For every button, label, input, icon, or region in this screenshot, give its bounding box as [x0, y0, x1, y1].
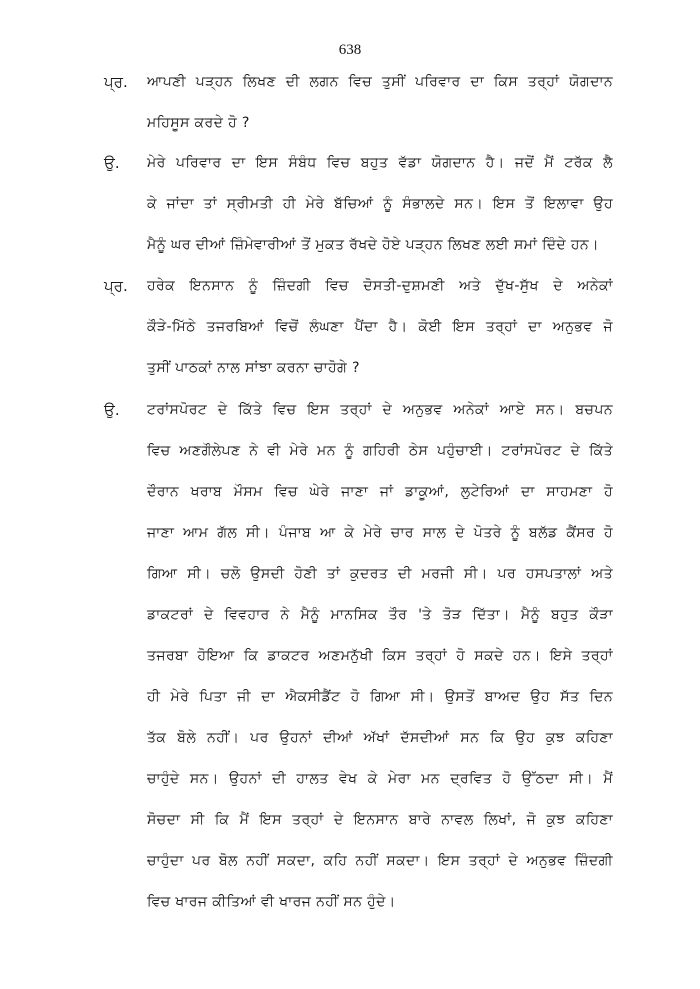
text-line: ਕੌੜੇ-ਮਿੱਠੇ ਤਜਰਬਿਆਂ ਵਿਚੋਂ ਲੰਘਣਾ ਪੈਂਦਾ ਹੈ। ਕੋਈ ਇਸ ਤਰ੍ਹਾਂ ਦਾ ਅਨੁਭਵ ਜੋ [147, 319, 613, 335]
question-marker: ਪ੍ਰ. [104, 277, 128, 295]
question-text [147, 62, 613, 144]
text-line: ਚਾਹੁੰਦਾ ਪਰ ਬੋਲ ਨਹੀਂ ਸਕਦਾ, ਕਹਿ ਨਹੀਂ ਸਕਦਾ। ਇਸ ਤਰ੍ਹਾਂ ਦੇ ਅਨੁਭਵ ਜ਼ਿੰਦਗੀ [147, 853, 613, 869]
text-line: ਤਜਰਬਾ ਹੋਇਆ ਕਿ ਡਾਕਟਰ ਅਣਮਨੁੱਖੀ ਕਿਸ ਤਰ੍ਹਾਂ ਹੋ ਸਕਦੇ ਹਨ। ਇਸੇ ਤਰ੍ਹਾਂ [147, 648, 613, 664]
answer-marker: ਉ. [104, 154, 120, 172]
text-line: ਤੁਸੀਂ ਪਾਠਕਾਂ ਨਾਲ ਸਾਂਝਾ ਕਰਨਾ ਚਾਹੋਗੇ ? [147, 360, 360, 376]
text-line: ਮੇਰੇ ਪਰਿਵਾਰ ਦਾ ਇਸ ਸੰਬੰਧ ਵਿਚ ਬਹੁਤ ਵੱਡਾ ਯੋਗਦਾਨ ਹੈ। ਜਦੋਂ ਮੈਂ ਟਰੱਕ ਲੈ [147, 155, 613, 171]
text-line: ਟਰਾਂਸਪੋਰਟ ਦੇ ਕਿੱਤੇ ਵਿਚ ਇਸ ਤਰ੍ਹਾਂ ਦੇ ਅਨੁਭਵ ਅਨੇਕਾਂ ਆਏ ਸਨ। ਬਚਪਨ [147, 402, 613, 418]
text-line: ਆਪਣੀ ਪੜ੍ਹਨ ਲਿਖਣ ਦੀ ਲਗਨ ਵਿਚ ਤੁਸੀਂ ਪਰਿਵਾਰ ਦਾ ਕਿਸ ਤਰ੍ਹਾਂ ਯੋਗਦਾਨ [147, 74, 613, 90]
text-line: ਚਾਹੁੰਦੇ ਸਨ। ਉਹਨਾਂ ਦੀ ਹਾਲਤ ਵੇਖ ਕੇ ਮੇਰਾ ਮਨ ਦ੍ਰਵਿਤ ਹੋ ਉੱਠਦਾ ਸੀ। ਮੈਂ [147, 771, 613, 787]
page-number: 638 [338, 42, 362, 58]
question-text [147, 266, 613, 389]
text-line: ਹੀ ਮੇਰੇ ਪਿਤਾ ਜੀ ਦਾ ਐਕਸੀਡੈਂਟ ਹੋ ਗਿਆ ਸੀ। ਉਸਤੋਂ ਬਾਅਦ ਉਹ ਸੱਤ ਦਿਨ [147, 689, 613, 705]
text-line: ਹਰੇਕ ਇਨਸਾਨ ਨੂੰ ਜ਼ਿੰਦਗੀ ਵਿਚ ਦੋਸਤੀ-ਦੁਸ਼ਮਣੀ ਅਤੇ ਦੁੱਖ-ਸੁੱਖ ਦੇ ਅਨੇਕਾਂ [147, 278, 613, 294]
text-line: ਦੌਰਾਨ ਖਰਾਬ ਮੌਸਮ ਵਿਚ ਘੇਰੇ ਜਾਣਾ ਜਾਂ ਡਾਕੂਆਂ, ਲੁਟੇਰਿਆਂ ਦਾ ਸਾਹਮਣਾ ਹੋ [147, 484, 613, 500]
answer-text [147, 143, 613, 266]
text-line: ਸੋਚਦਾ ਸੀ ਕਿ ਮੈਂ ਇਸ ਤਰ੍ਹਾਂ ਦੇ ਇਨਸਾਨ ਬਾਰੇ ਨਾਵਲ ਲਿਖਾਂ, ਜੋ ਕੁਝ ਕਹਿਣਾ [147, 812, 613, 828]
text-line: ਵਿਚ ਅਣਗੌਲੇਪਣ ਨੇ ਵੀ ਮੇਰੇ ਮਨ ਨੂੰ ਗਹਿਰੀ ਠੇਸ ਪਹੁੰਚਾਈ। ਟਰਾਂਸਪੋਰਟ ਦੇ ਕਿੱਤੇ [147, 443, 613, 459]
text-line: ਗਿਆ ਸੀ। ਚਲੋ ਉਸਦੀ ਹੋਣੀ ਤਾਂ ਕੁਦਰਤ ਦੀ ਮਰਜੀ ਸੀ। ਪਰ ਹਸਪਤਾਲਾਂ ਅਤੇ [147, 566, 613, 582]
answer-text [147, 390, 613, 923]
answer-marker: ਉ. [104, 401, 120, 419]
text-line: ਡਾਕਟਰਾਂ ਦੇ ਵਿਵਹਾਰ ਨੇ ਮੈਨੂੰ ਮਾਨਸਿਕ ਤੌਰ 'ਤੇ ਤੋੜ ਦਿੱਤਾ। ਮੈਨੂੰ ਬਹੁਤ ਕੌੜਾ [147, 607, 613, 623]
text-line: ਮੈਨੂੰ ਘਰ ਦੀਆਂ ਜ਼ਿੰਮੇਵਾਰੀਆਂ ਤੋਂ ਮੁਕਤ ਰੱਖਦੇ ਹੋਏ ਪੜ੍ਹਨ ਲਿਖਣ ਲਈ ਸਮਾਂ ਦਿੰਦੇ ਹਨ। [147, 237, 599, 253]
text-line: ਮਹਿਸੂਸ ਕਰਦੇ ਹੋ ? [147, 115, 250, 131]
text-line: ਵਿਚ ਖਾਰਜ ਕੀਤਿਆਂ ਵੀ ਖਾਰਜ ਨਹੀਂ ਸਨ ਹੁੰਦੇ। [147, 894, 396, 910]
text-line: ਕੇ ਜਾਂਦਾ ਤਾਂ ਸ੍ਰੀਮਤੀ ਹੀ ਮੇਰੇ ਬੱਚਿਆਂ ਨੂੰ ਸੰਭਾਲਦੇ ਸਨ। ਇਸ ਤੋਂ ਇਲਾਵਾ ਉਹ [147, 196, 613, 212]
text-line: ਤੱਕ ਬੋਲੇ ਨਹੀਂ। ਪਰ ਉਹਨਾਂ ਦੀਆਂ ਅੱਖਾਂ ਦੱਸਦੀਆਂ ਸਨ ਕਿ ਉਹ ਕੁਝ ਕਹਿਣਾ [147, 730, 613, 746]
question-marker: ਪ੍ਰ. [104, 73, 128, 91]
text-line: ਜਾਣਾ ਆਮ ਗੱਲ ਸੀ। ਪੰਜਾਬ ਆ ਕੇ ਮੇਰੇ ਚਾਰ ਸਾਲ ਦੇ ਪੋਤਰੇ ਨੂੰ ਬਲੱਡ ਕੈਂਸਰ ਹੋ [147, 525, 613, 541]
